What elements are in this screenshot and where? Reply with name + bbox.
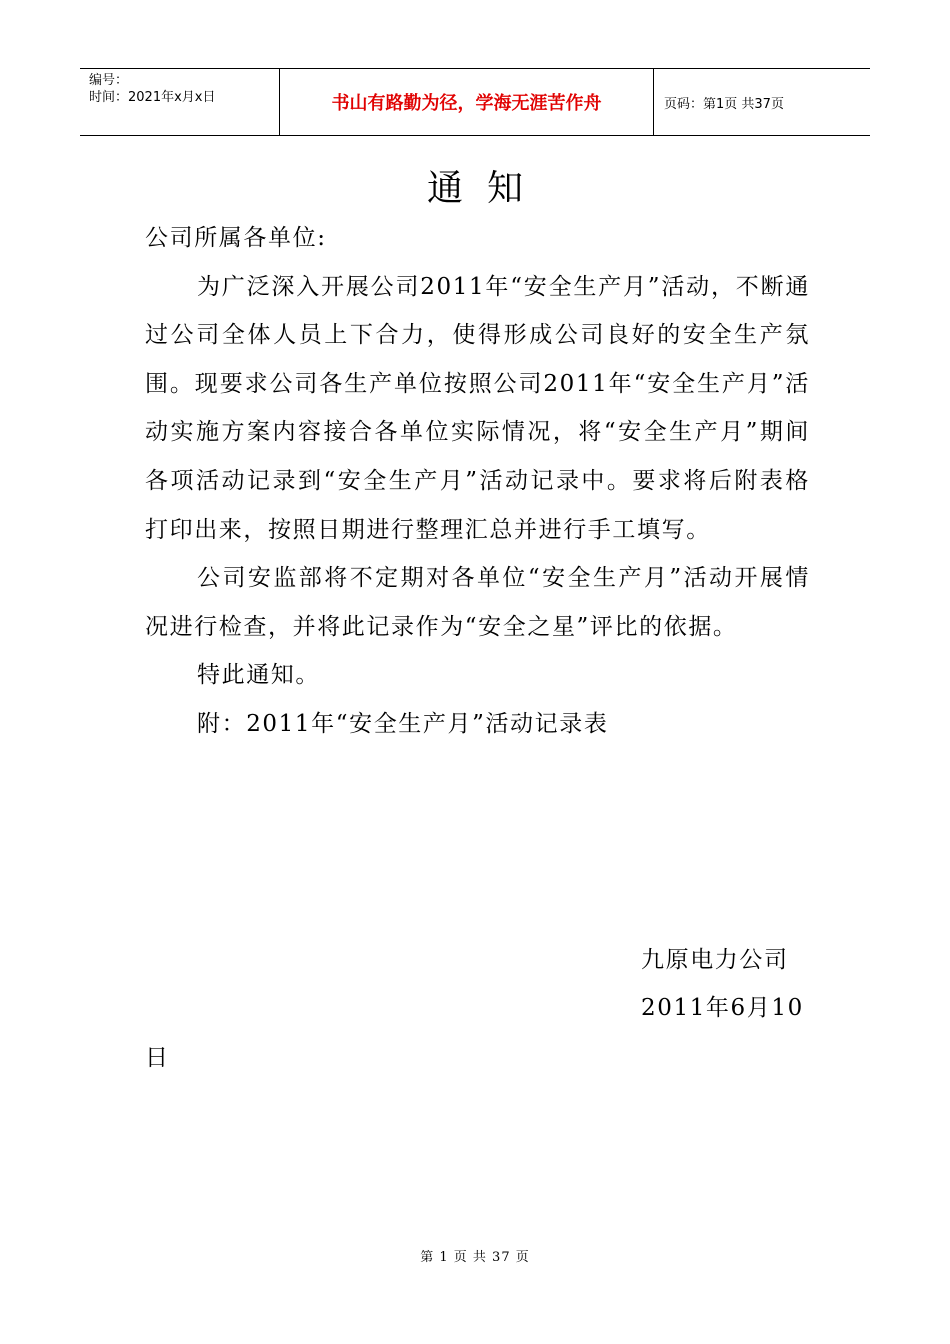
salutation: 公司所属各单位:: [145, 225, 327, 251]
signature-company: 九原电力公司: [641, 947, 789, 973]
header-page-info: 页码：第1页 共37页: [664, 96, 784, 112]
number-label: 编号：: [89, 73, 129, 88]
document-body: [145, 214, 810, 749]
page-footer: 第 1 页 共 37 页: [420, 1250, 530, 1265]
signature-block: [641, 936, 804, 1032]
header-motto: 书山有路勤为径，学海无涯苦作舟: [280, 69, 654, 135]
header-meta: [80, 69, 280, 135]
signature-date-day: 日: [145, 1045, 168, 1071]
paragraph-2: 公司安监部将不定期对各单位“安全生产月”活动开展情况进行检查，并将此记录作为“安全之星”评比的依据。: [145, 565, 810, 640]
document-title: 通知: [426, 168, 547, 209]
page-header: [80, 68, 870, 136]
time-label: 时间：2021年x月x日: [89, 90, 216, 105]
paragraph-notice: 特此通知。: [197, 662, 320, 689]
paragraph-attachment: 附：2011年“安全生产月”活动记录表: [197, 710, 609, 737]
signature-date: 2011年6月10: [641, 995, 804, 1021]
paragraph-1: 为广泛深入开展公司2011年“安全生产月”活动，不断通过公司全体人员上下合力，使得形成公司良好的安全生产氛围。现要求公司各生产单位按照公司2011年“安全生产月”活动实施方案内容接合各单位实际情况，将“安全生产月”期间各项活动记录到“安全生产月”活动记录中。要求将后附表格打印出来，按照日期进行整理汇总并进行手工填写。: [145, 273, 810, 543]
